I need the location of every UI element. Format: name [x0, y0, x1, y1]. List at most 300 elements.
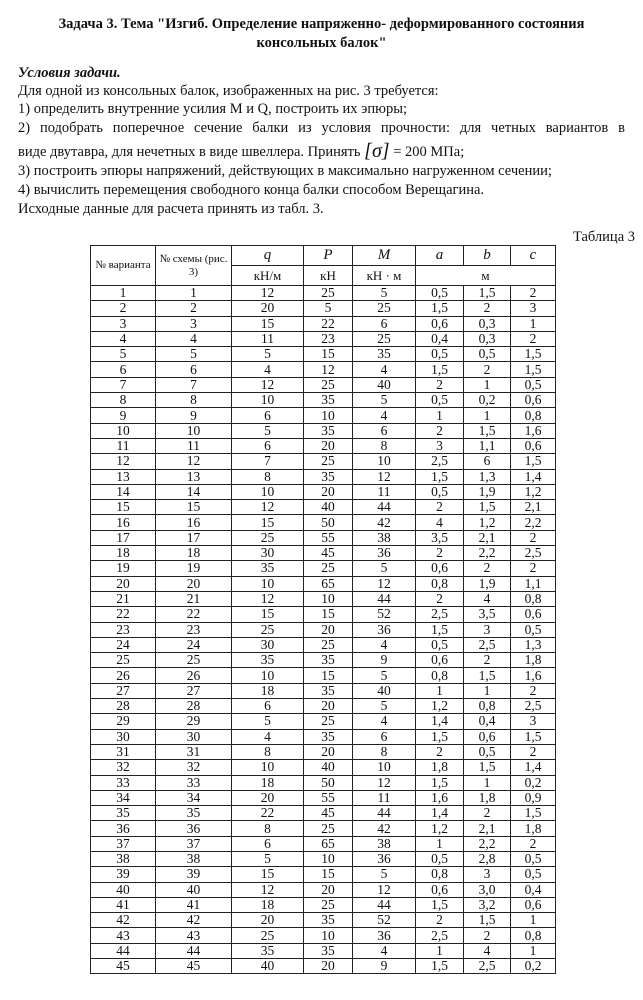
- cell-a: 1,4: [416, 806, 464, 821]
- table-row: [91, 484, 556, 499]
- cell-q: 20: [232, 790, 304, 805]
- cell-a: 0,5: [416, 393, 464, 408]
- cell-variant: 42: [91, 913, 156, 928]
- cell-P: 65: [304, 576, 353, 591]
- table-row: [91, 515, 556, 530]
- cell-P: 20: [304, 959, 353, 974]
- cell-c: 2,5: [511, 546, 556, 561]
- conditions-heading: Условия задачи.: [18, 65, 121, 81]
- cell-variant: 8: [91, 393, 156, 408]
- cell-scheme: 23: [156, 622, 232, 637]
- cell-b: 1,5: [464, 423, 511, 438]
- cell-M: 5: [353, 561, 416, 576]
- cell-M: 44: [353, 897, 416, 912]
- cell-c: 1,1: [511, 576, 556, 591]
- cell-M: 42: [353, 515, 416, 530]
- cell-variant: 44: [91, 943, 156, 958]
- table-row: [91, 836, 556, 851]
- cell-c: 3: [511, 714, 556, 729]
- cell-q: 5: [232, 423, 304, 438]
- cell-q: 35: [232, 943, 304, 958]
- table-row: [91, 699, 556, 714]
- header-variant: № варианта: [91, 246, 156, 286]
- cell-q: 5: [232, 347, 304, 362]
- cell-P: 25: [304, 286, 353, 301]
- cell-b: 2,1: [464, 530, 511, 545]
- cell-b: 0,5: [464, 347, 511, 362]
- item-2-cont: [18, 140, 464, 163]
- table-row: [91, 959, 556, 974]
- cell-a: 0,5: [416, 637, 464, 652]
- cell-M: 8: [353, 744, 416, 759]
- cell-M: 52: [353, 607, 416, 622]
- cell-c: 1: [511, 943, 556, 958]
- source-note: Исходные данные для расчета принять из табл. 3.: [18, 201, 324, 217]
- table-row: [91, 500, 556, 515]
- cell-c: 1,4: [511, 469, 556, 484]
- cell-P: 22: [304, 316, 353, 331]
- cell-c: 2: [511, 836, 556, 851]
- table-row: [91, 714, 556, 729]
- cell-variant: 4: [91, 331, 156, 346]
- table-row: [91, 913, 556, 928]
- cell-b: 4: [464, 591, 511, 606]
- cell-P: 15: [304, 867, 353, 882]
- cell-M: 6: [353, 729, 416, 744]
- cell-M: 44: [353, 500, 416, 515]
- cell-b: 3,2: [464, 897, 511, 912]
- cell-scheme: 19: [156, 561, 232, 576]
- cell-scheme: 28: [156, 699, 232, 714]
- cell-c: 1: [511, 316, 556, 331]
- cell-scheme: 16: [156, 515, 232, 530]
- cell-variant: 14: [91, 484, 156, 499]
- cell-c: 1: [511, 913, 556, 928]
- cell-scheme: 31: [156, 744, 232, 759]
- cell-q: 6: [232, 408, 304, 423]
- table-row: [91, 438, 556, 453]
- cell-q: 5: [232, 714, 304, 729]
- cell-P: 35: [304, 683, 353, 698]
- table-row: [91, 775, 556, 790]
- cell-a: 0,8: [416, 668, 464, 683]
- cell-P: 35: [304, 393, 353, 408]
- cell-variant: 24: [91, 637, 156, 652]
- cell-scheme: 15: [156, 500, 232, 515]
- cell-scheme: 42: [156, 913, 232, 928]
- cell-variant: 3: [91, 316, 156, 331]
- cell-b: 2,5: [464, 959, 511, 974]
- allowable-stress-value: = 200 МПа;: [393, 144, 465, 160]
- cell-q: 5: [232, 851, 304, 866]
- table-row: [91, 790, 556, 805]
- cell-q: 10: [232, 393, 304, 408]
- table-row: [91, 882, 556, 897]
- cell-variant: 25: [91, 653, 156, 668]
- cell-scheme: 3: [156, 316, 232, 331]
- task-title: [0, 15, 643, 53]
- cell-a: 0,6: [416, 882, 464, 897]
- item-2-cont-text: виде двутавра, для нечетных в виде швеллера. Принять: [18, 144, 361, 160]
- cell-M: 11: [353, 484, 416, 499]
- cell-b: 0,3: [464, 316, 511, 331]
- cell-a: 0,5: [416, 851, 464, 866]
- cell-P: 25: [304, 821, 353, 836]
- cell-M: 4: [353, 714, 416, 729]
- cell-scheme: 43: [156, 928, 232, 943]
- header-c: c: [511, 246, 556, 266]
- cell-c: 0,5: [511, 622, 556, 637]
- cell-P: 35: [304, 423, 353, 438]
- allowable-stress-symbol: [σ]: [364, 140, 390, 162]
- cell-q: 11: [232, 331, 304, 346]
- cell-c: 1,5: [511, 729, 556, 744]
- cell-a: 2: [416, 423, 464, 438]
- cell-c: 0,4: [511, 882, 556, 897]
- cell-b: 1: [464, 775, 511, 790]
- cell-M: 9: [353, 959, 416, 974]
- cell-c: 2: [511, 286, 556, 301]
- cell-P: 20: [304, 484, 353, 499]
- cell-a: 0,4: [416, 331, 464, 346]
- cell-a: 0,5: [416, 286, 464, 301]
- cell-scheme: 21: [156, 591, 232, 606]
- cell-scheme: 5: [156, 347, 232, 362]
- cell-q: 15: [232, 867, 304, 882]
- cell-b: 2,2: [464, 836, 511, 851]
- item-4: 4) вычислить перемещения свободного конца балки способом Верещагина.: [18, 182, 485, 198]
- cell-M: 35: [353, 347, 416, 362]
- cell-a: 2,5: [416, 607, 464, 622]
- cell-M: 8: [353, 438, 416, 453]
- header-b: b: [464, 246, 511, 266]
- cell-a: 1,5: [416, 897, 464, 912]
- cell-variant: 17: [91, 530, 156, 545]
- cell-scheme: 30: [156, 729, 232, 744]
- cell-variant: 16: [91, 515, 156, 530]
- cell-b: 2,5: [464, 637, 511, 652]
- cell-a: 3: [416, 438, 464, 453]
- cell-c: 1,5: [511, 362, 556, 377]
- cell-scheme: 44: [156, 943, 232, 958]
- cell-a: 1,5: [416, 729, 464, 744]
- cell-P: 35: [304, 653, 353, 668]
- cell-b: 2: [464, 653, 511, 668]
- cell-scheme: 26: [156, 668, 232, 683]
- cell-P: 35: [304, 729, 353, 744]
- table-row: [91, 683, 556, 698]
- header-q: q: [232, 246, 304, 266]
- table-row: [91, 347, 556, 362]
- table-row: [91, 408, 556, 423]
- cell-c: 0,5: [511, 867, 556, 882]
- cell-a: 4: [416, 515, 464, 530]
- cell-a: 1,5: [416, 622, 464, 637]
- cell-a: 1,2: [416, 699, 464, 714]
- cell-c: 1,3: [511, 637, 556, 652]
- cell-a: 2: [416, 377, 464, 392]
- unit-abc: м: [416, 266, 556, 286]
- cell-a: 1,4: [416, 714, 464, 729]
- cell-c: 0,8: [511, 408, 556, 423]
- cell-scheme: 9: [156, 408, 232, 423]
- cell-c: 0,2: [511, 959, 556, 974]
- cell-b: 0,5: [464, 744, 511, 759]
- cell-a: 0,8: [416, 576, 464, 591]
- cell-M: 5: [353, 668, 416, 683]
- cell-variant: 38: [91, 851, 156, 866]
- table-body: [91, 286, 556, 974]
- cell-b: 0,3: [464, 331, 511, 346]
- cell-P: 35: [304, 943, 353, 958]
- cell-variant: 12: [91, 454, 156, 469]
- cell-a: 1,5: [416, 301, 464, 316]
- cell-variant: 6: [91, 362, 156, 377]
- table-row: [91, 897, 556, 912]
- cell-b: 6: [464, 454, 511, 469]
- cell-variant: 5: [91, 347, 156, 362]
- cell-scheme: 11: [156, 438, 232, 453]
- cell-a: 0,6: [416, 653, 464, 668]
- cell-q: 4: [232, 729, 304, 744]
- cell-M: 38: [353, 530, 416, 545]
- cell-scheme: 41: [156, 897, 232, 912]
- cell-b: 0,8: [464, 699, 511, 714]
- cell-scheme: 8: [156, 393, 232, 408]
- item-2: 2) подобрать поперечное сечение балки из условия прочности: для четных вариантов в: [18, 120, 625, 136]
- cell-M: 40: [353, 683, 416, 698]
- table-row: [91, 301, 556, 316]
- cell-variant: 43: [91, 928, 156, 943]
- cell-b: 1,3: [464, 469, 511, 484]
- table-row: [91, 393, 556, 408]
- cell-variant: 22: [91, 607, 156, 622]
- cell-P: 20: [304, 744, 353, 759]
- cell-a: 1,5: [416, 469, 464, 484]
- cell-P: 50: [304, 775, 353, 790]
- item-3: 3) построить эпюры напряжений, действующих в максимально нагруженном сечении;: [18, 163, 552, 179]
- cell-a: 0,6: [416, 561, 464, 576]
- cell-b: 1: [464, 377, 511, 392]
- cell-a: 1: [416, 943, 464, 958]
- table-row: [91, 454, 556, 469]
- cell-a: 2,5: [416, 928, 464, 943]
- cell-q: 10: [232, 668, 304, 683]
- cell-scheme: 6: [156, 362, 232, 377]
- cell-c: 0,8: [511, 591, 556, 606]
- cell-M: 11: [353, 790, 416, 805]
- cell-c: 3: [511, 301, 556, 316]
- cell-scheme: 39: [156, 867, 232, 882]
- cell-M: 4: [353, 637, 416, 652]
- cell-c: 1,6: [511, 423, 556, 438]
- cell-q: 20: [232, 301, 304, 316]
- cell-a: 0,8: [416, 867, 464, 882]
- cell-P: 25: [304, 714, 353, 729]
- cell-M: 12: [353, 469, 416, 484]
- cell-q: 30: [232, 637, 304, 652]
- cell-q: 15: [232, 515, 304, 530]
- cell-b: 1: [464, 683, 511, 698]
- cell-c: 0,9: [511, 790, 556, 805]
- cell-P: 25: [304, 637, 353, 652]
- cell-b: 4: [464, 943, 511, 958]
- cell-a: 1,6: [416, 790, 464, 805]
- cell-variant: 11: [91, 438, 156, 453]
- cell-q: 25: [232, 622, 304, 637]
- cell-b: 2,1: [464, 821, 511, 836]
- cell-c: 0,5: [511, 377, 556, 392]
- cell-P: 40: [304, 500, 353, 515]
- table-row: [91, 607, 556, 622]
- cell-b: 1,1: [464, 438, 511, 453]
- cell-P: 40: [304, 760, 353, 775]
- table-row: [91, 377, 556, 392]
- cell-P: 35: [304, 469, 353, 484]
- cell-b: 2,2: [464, 546, 511, 561]
- cell-a: 1: [416, 408, 464, 423]
- cell-scheme: 40: [156, 882, 232, 897]
- cell-M: 38: [353, 836, 416, 851]
- cell-b: 0,6: [464, 729, 511, 744]
- cell-b: 1,9: [464, 576, 511, 591]
- cell-a: 2: [416, 591, 464, 606]
- cell-q: 25: [232, 530, 304, 545]
- cell-c: 2: [511, 683, 556, 698]
- table-row: [91, 637, 556, 652]
- cell-c: 2: [511, 744, 556, 759]
- cell-q: 12: [232, 500, 304, 515]
- cell-variant: 13: [91, 469, 156, 484]
- cell-b: 2: [464, 806, 511, 821]
- unit-M: кН · м: [353, 266, 416, 286]
- cell-scheme: 18: [156, 546, 232, 561]
- cell-a: 2: [416, 744, 464, 759]
- cell-variant: 40: [91, 882, 156, 897]
- item-1: 1) определить внутренние усилия M и Q, построить их эпюры;: [18, 101, 407, 117]
- cell-a: 3,5: [416, 530, 464, 545]
- cell-variant: 30: [91, 729, 156, 744]
- cell-c: 0,8: [511, 928, 556, 943]
- cell-P: 20: [304, 882, 353, 897]
- cell-scheme: 35: [156, 806, 232, 821]
- cell-c: 1,8: [511, 821, 556, 836]
- cell-a: 1,5: [416, 959, 464, 974]
- cell-P: 35: [304, 913, 353, 928]
- cell-q: 18: [232, 683, 304, 698]
- cell-variant: 1: [91, 286, 156, 301]
- cell-M: 42: [353, 821, 416, 836]
- cell-q: 40: [232, 959, 304, 974]
- cell-P: 25: [304, 897, 353, 912]
- table-row: [91, 821, 556, 836]
- intro-text: Для одной из консольных балок, изображенных на рис. 3 требуется:: [18, 83, 439, 99]
- cell-P: 15: [304, 607, 353, 622]
- cell-b: 1,2: [464, 515, 511, 530]
- table-label: Таблица 3: [572, 229, 635, 245]
- cell-q: 12: [232, 591, 304, 606]
- cell-variant: 26: [91, 668, 156, 683]
- cell-M: 6: [353, 423, 416, 438]
- cell-P: 65: [304, 836, 353, 851]
- table-row: [91, 622, 556, 637]
- cell-scheme: 34: [156, 790, 232, 805]
- cell-P: 25: [304, 377, 353, 392]
- table-row: [91, 806, 556, 821]
- cell-q: 18: [232, 897, 304, 912]
- cell-scheme: 17: [156, 530, 232, 545]
- cell-M: 12: [353, 576, 416, 591]
- cell-P: 20: [304, 699, 353, 714]
- cell-q: 8: [232, 469, 304, 484]
- cell-variant: 36: [91, 821, 156, 836]
- header-M: M: [353, 246, 416, 266]
- cell-P: 55: [304, 790, 353, 805]
- cell-variant: 19: [91, 561, 156, 576]
- cell-variant: 20: [91, 576, 156, 591]
- task-title-line-2: консольных балок": [256, 35, 387, 51]
- cell-q: 10: [232, 760, 304, 775]
- cell-scheme: 20: [156, 576, 232, 591]
- cell-q: 15: [232, 607, 304, 622]
- cell-scheme: 38: [156, 851, 232, 866]
- cell-b: 1,5: [464, 913, 511, 928]
- cell-a: 2: [416, 500, 464, 515]
- cell-q: 6: [232, 699, 304, 714]
- cell-scheme: 29: [156, 714, 232, 729]
- table-row: [91, 286, 556, 301]
- cell-q: 10: [232, 576, 304, 591]
- cell-P: 12: [304, 362, 353, 377]
- cell-M: 40: [353, 377, 416, 392]
- cell-scheme: 2: [156, 301, 232, 316]
- cell-P: 10: [304, 591, 353, 606]
- cell-c: 0,6: [511, 897, 556, 912]
- cell-M: 44: [353, 591, 416, 606]
- cell-P: 25: [304, 561, 353, 576]
- cell-variant: 9: [91, 408, 156, 423]
- header-a: a: [416, 246, 464, 266]
- cell-a: 1,8: [416, 760, 464, 775]
- table-row: [91, 530, 556, 545]
- cell-c: 2: [511, 331, 556, 346]
- cell-variant: 37: [91, 836, 156, 851]
- cell-variant: 45: [91, 959, 156, 974]
- table-row: [91, 423, 556, 438]
- cell-c: 1,4: [511, 760, 556, 775]
- cell-P: 10: [304, 408, 353, 423]
- cell-M: 4: [353, 362, 416, 377]
- cell-scheme: 4: [156, 331, 232, 346]
- cell-variant: 32: [91, 760, 156, 775]
- cell-q: 20: [232, 913, 304, 928]
- cell-b: 0,2: [464, 393, 511, 408]
- cell-M: 9: [353, 653, 416, 668]
- cell-scheme: 10: [156, 423, 232, 438]
- cell-M: 5: [353, 286, 416, 301]
- cell-q: 12: [232, 882, 304, 897]
- cell-variant: 15: [91, 500, 156, 515]
- cell-variant: 23: [91, 622, 156, 637]
- cell-variant: 41: [91, 897, 156, 912]
- cell-c: 1,5: [511, 806, 556, 821]
- cell-M: 25: [353, 301, 416, 316]
- cell-M: 4: [353, 408, 416, 423]
- cell-c: 2,5: [511, 699, 556, 714]
- cell-M: 4: [353, 943, 416, 958]
- cell-b: 3,5: [464, 607, 511, 622]
- cell-b: 1,5: [464, 668, 511, 683]
